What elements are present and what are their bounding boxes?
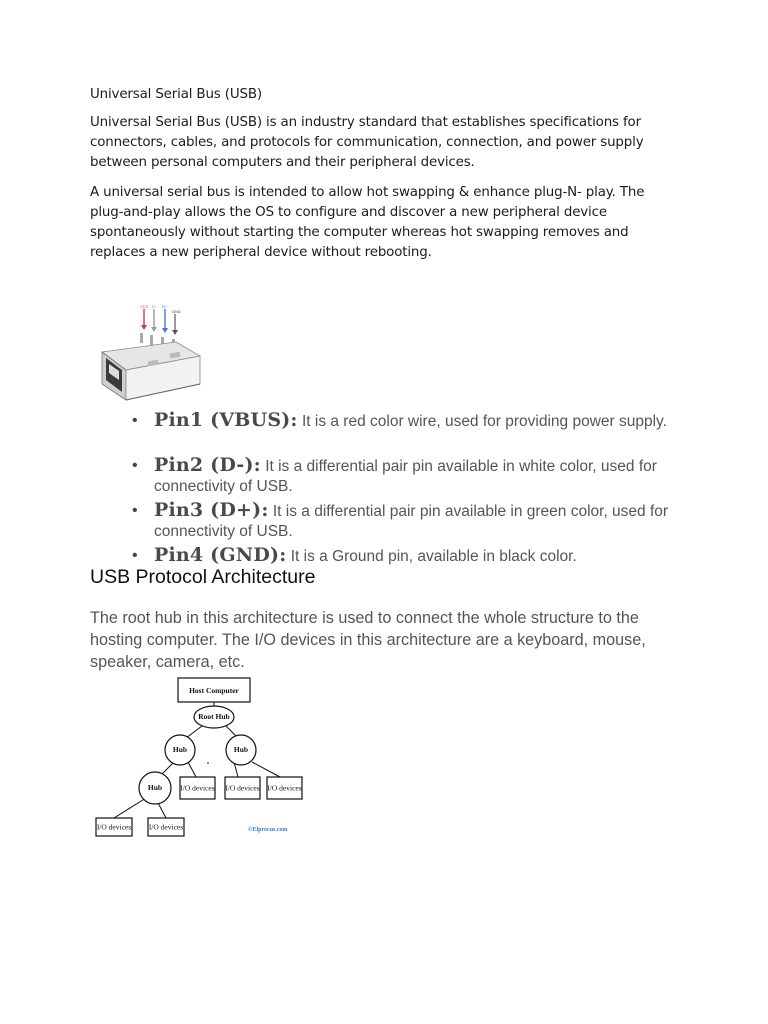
pin-arrow-dminus	[151, 309, 157, 332]
pin-description: It is a red color wire, used for providing power supply.	[301, 413, 667, 430]
pin-title: Pin2 (D-):	[154, 454, 261, 476]
pin-description: It is a differential pair pin available in white color, used for connectivity of USB.	[154, 458, 657, 495]
pin-list-item	[132, 455, 694, 497]
hub-label: Hub	[147, 783, 163, 792]
pin-label-dminus: D-	[152, 304, 157, 309]
io-device-label: I/O devices	[180, 783, 215, 793]
hot-swap-paragraph: A universal serial bus is intended to allow hot swapping & enhance plug-N- play. The plug-and-play allows the OS to configure and discover a new peripheral device spontaneously without starting the computer whereas hot swapping removes and replaces a new peripheral device without rebooting.	[90, 185, 645, 260]
pin-list-item	[132, 410, 694, 432]
pin-list	[132, 410, 692, 570]
pin-arrow-gnd	[172, 314, 178, 335]
section-body: The root hub in this architecture is used to connect the whole structure to the hosting computer. The I/O devices in this architecture are a keyboard, mouse, speaker, camera, etc.	[90, 609, 646, 671]
pin-label-gnd: GND	[172, 309, 181, 314]
bullet-icon: •	[132, 457, 138, 474]
hub-label: Hub	[233, 745, 249, 754]
pin-description: It is a differential pair pin available in green color, used for connectivity of USB.	[154, 503, 669, 540]
root-hub-label: Root Hub	[198, 712, 230, 721]
io-device-label: I/O devices	[96, 822, 132, 832]
doc-heading: Universal Serial Bus (USB)	[90, 87, 262, 102]
pin-arrow-dplus	[162, 309, 168, 333]
diagram-credit: ©Elprocus.com	[248, 827, 288, 833]
host-computer-label: Host Computer	[189, 686, 239, 695]
pin-list-item	[132, 500, 694, 542]
section-title: USB Protocol Architecture	[90, 566, 316, 588]
pin-list-item	[132, 545, 694, 567]
bullet-icon: •	[132, 412, 138, 429]
pin-title: Pin1 (VBUS):	[154, 409, 298, 431]
io-device-label: I/O devices	[148, 822, 184, 832]
pin-arrow-vcc	[141, 309, 147, 330]
intro-paragraph: Universal Serial Bus (USB) is an industry standard that establishes specifications for connectors, cables, and protocols for communication, connection, and power supply between personal computers and their peripheral devices.	[90, 115, 644, 170]
pin-label-vcc: VCC	[140, 304, 149, 309]
bullet-icon: •	[132, 547, 138, 564]
pin-title: Pin3 (D+):	[154, 499, 269, 521]
pin-description: It is a Ground pin, available in black color.	[290, 548, 577, 565]
pin-label-dplus: D+	[162, 304, 168, 309]
io-device-label: I/O devices	[225, 783, 260, 793]
usb-connector-image	[88, 300, 208, 406]
io-device-label: I/O devices	[267, 783, 302, 793]
hub-label: Hub	[172, 745, 188, 754]
bullet-icon: •	[132, 502, 138, 519]
pin-title: Pin4 (GND):	[154, 544, 287, 566]
usb-architecture-diagram	[90, 674, 310, 840]
